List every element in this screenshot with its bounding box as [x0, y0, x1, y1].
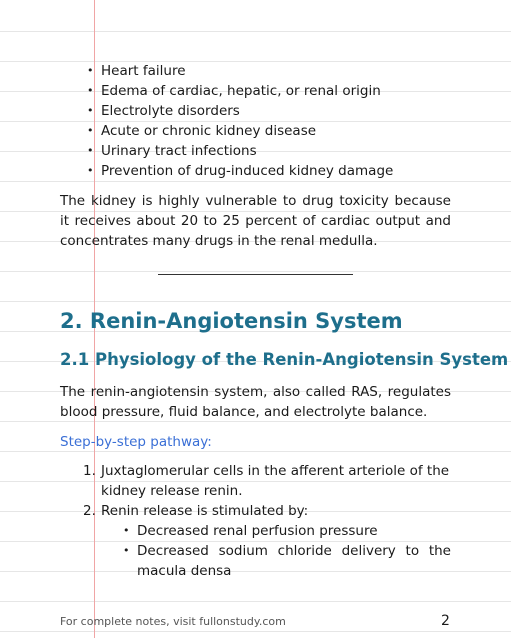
footer-note: For complete notes, visit fullonstudy.com [60, 615, 286, 628]
step-text: Renin release is stimulated by: [101, 503, 309, 519]
step-text: Juxtaglomerular cells in the afferent arteriole of the kidney release renin. [101, 463, 450, 499]
list-item: • Heart failure [101, 61, 393, 81]
stimulus-item: • Decreased sodium chloride delivery to the macula densa [137, 541, 451, 581]
list-item: • Urinary tract infections [101, 141, 393, 161]
step-number: 1. [83, 463, 96, 479]
pathway-step [83, 461, 451, 501]
stimulus-item: • Decreased renal perfusion pressure [137, 521, 451, 541]
step-number: 2. [83, 503, 96, 519]
pathway-label: Step-by-step pathway: [60, 434, 212, 450]
pathway-steps-list [83, 461, 451, 581]
list-item: • Prevention of drug-induced kidney damage [101, 161, 393, 181]
section-divider [158, 274, 353, 275]
list-item: • Edema of cardiac, hepatic, or renal origin [101, 81, 393, 101]
section-heading: 2. Renin-Angiotensin System [60, 309, 403, 333]
list-item: • Acute or chronic kidney disease [101, 121, 393, 141]
pathway-step [83, 501, 451, 581]
kidney-vulnerability-paragraph: The kidney is highly vulnerable to drug toxicity because it receives about 20 to 25 percent of cardiac output and concentrates many drugs in the renal medulla. [60, 193, 451, 249]
page-number: 2 [441, 613, 450, 629]
ras-intro-paragraph: The renin-angiotensin system, also called RAS, regulates blood pressure, fluid balance, and electrolyte balance. [60, 384, 451, 420]
conditions-list [101, 61, 393, 181]
list-item: • Electrolyte disorders [101, 101, 393, 121]
stimuli-list [137, 521, 451, 581]
subsection-heading: 2.1 Physiology of the Renin-Angiotensin System [60, 350, 509, 369]
